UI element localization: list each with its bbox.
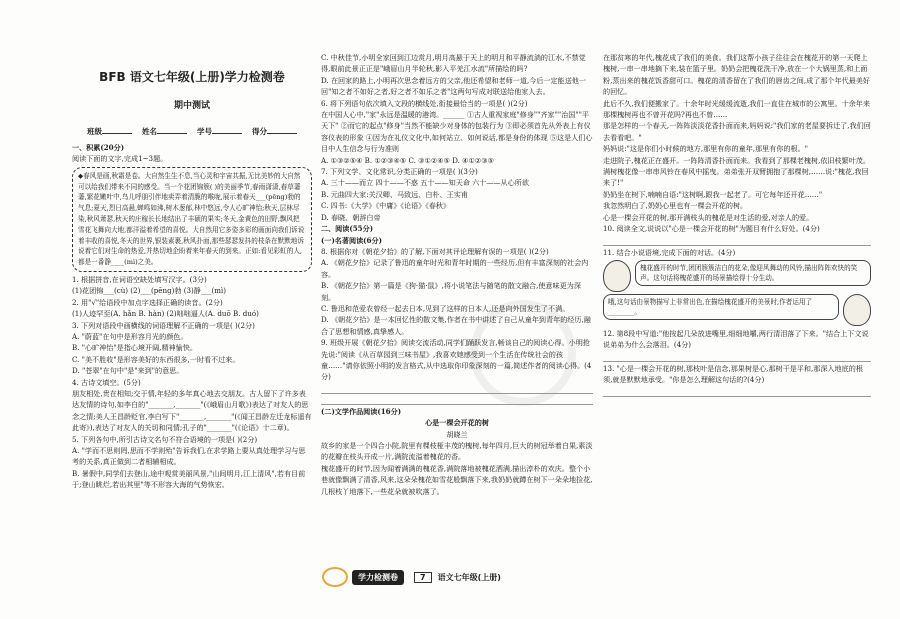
option-b: B. 暑假中,同学们去登山,途中观赏美丽风景,"山间明月,江上清风",若有目前于;登山眺烂,若出其里"等不形容大海的气势恢宏。 bbox=[72, 468, 306, 490]
page-title: BFB 语文七年级(上册)学力检测卷 bbox=[99, 70, 285, 84]
option-a: A. 三十——而立 四十——不惑 五十——知天命 六十——从心所欲 bbox=[321, 178, 529, 188]
question-4: 4. 古诗文填空。(5分) bbox=[72, 377, 141, 387]
question-3: 3. 下列对语段中画横线的词语理解不正确的一项是( )(2分) bbox=[72, 320, 255, 330]
answer-line[interactable] bbox=[603, 352, 871, 362]
question-8: 8. 根据你对《朝花夕拾》的了解,下面对其评论理解有误的一项是( )(2分) bbox=[321, 246, 549, 256]
option-b: B. 《朝花夕拾》第一篇是《狗·猫·鼠》,将小说笔法与随笔的散文融合,使意味更为深刻。 bbox=[321, 281, 581, 302]
instruction-text: 阅读下面的文字,完成1~3题。 bbox=[72, 154, 168, 164]
passage-text: ◆春风是画,秋霜是卷。大自然生生不息,当心灵和宇宙共振,无比美妙的大自然可以给我们带来不同的感受。当一个花团锦簇( )的美丽季节,春雨潇潇,春草萋萋,繁花嫩叶中,鸟儿呼朋引伴地卖弄着清脆的喉咙,展示着春天___(pēng)勃的气息;夏天,烈日高悬,蝉鸣如沸,树木葱郁,林中悠远,令人心旷神怡;秋天,层林尽染,秋风萧瑟,秋天的庄稼长长地结出了丰硕的果实;冬天,金黄色的田野,飘风把雪花飞舞向大地,都洋溢着希望的喜悦。大自然用它多姿多彩的画面向我们诉说着丰收的喜悦,冬天的世界,银装素裹,秋风扑面,那些瑟瑟发抖的枝条在默默地诉说着它们对生命的热爱,并热切地企盼着来年春天的到来。正如:看见彩虹的人,都是一番静____(mì)之美。 bbox=[78, 171, 305, 267]
page-subtitle: 期中测试 bbox=[173, 101, 210, 111]
passage-paragraph: 槐花盛开的时节,因为闻着满满的槐花香,满院落地被槐花洒满,描出淳朴的欢庆。整个小巷就像飘满了清香,风来,这朵朵槐花如雪花般飘落下来,我奶奶就蹲在树下一朵朵地捡花,几根枝丫地落下,一些花朵就被吹落了。 bbox=[321, 463, 593, 496]
info-name: 姓名 bbox=[142, 126, 187, 137]
column-middle bbox=[321, 52, 593, 497]
option-b: B. 元曲四大家:关汉卿、马致远、白朴、王实甫 bbox=[321, 189, 468, 199]
dialogue-row bbox=[603, 260, 871, 292]
option-b: B. "心旷神怡"是指心境开阔,精神愉快。 bbox=[72, 343, 197, 353]
option-c: C. 四书:《大学》《中庸》《论语》《春秋》 bbox=[321, 201, 451, 211]
answer-line[interactable] bbox=[321, 384, 593, 394]
option-d: D. "苍翠"在句中"是"来到"的意思。 bbox=[72, 366, 184, 376]
footer-book-title: 语文七年级(上册) bbox=[437, 572, 501, 582]
info-class: 班级 bbox=[87, 126, 132, 137]
option-d: D. 春晓、朝辞白帝 bbox=[321, 212, 381, 222]
question-1: 1. 根据拼音,在词语空缺处填写汉字。(3分) bbox=[72, 274, 207, 284]
passage-paragraph: 那是怎样的一个春天,一阵阵淡淡花香扑面而来,妈妈说:"我们家的老屋要拆迁了,我们回去看看吧。" bbox=[603, 121, 871, 142]
option-c: C. "美不胜收"是形容美好的东西很多,一时看不过来。 bbox=[72, 354, 240, 364]
question-4-text: 朋友相处,贵在相知;交于情,年轻的多年真心地去交朋友。古人留下了许多表达友情的诗句,如李白的"_______,_______"(《峨眉山月歌》)表达了对友人的思念之情;美人王昌龄贬官,李白写下"_______,_______"(《闻王昌龄左迁龙标遥有此寄》),表达了对友人的关切和同情;孔子的"_______"(《论语》十二章)。 bbox=[72, 389, 312, 433]
subsection-heading: (二)文学作品阅读(16分) bbox=[321, 406, 402, 416]
passage-paragraph: 我忽然明白了,奶奶心里也有一棵会开花的树。 bbox=[603, 201, 748, 211]
option-a: A. 《朝花夕拾》记录了鲁迅的童年时光和青年时期的一些经历,但有丰富深刻的社会内容。 bbox=[321, 258, 589, 279]
passage-paragraph: 走进院子,槐花正在盛开。一阵阵清香扑面而来。我看到了那棵老槐树,依旧枝繁叶茂。满树槐花像一串串风铃在春风中摇曳。弟弟张开双臂拥抱了那棵树,……说:"槐花,我回来了!" bbox=[603, 155, 870, 188]
passage-author: 胡晓兰 bbox=[446, 429, 468, 439]
page-number: 7 bbox=[414, 572, 432, 583]
question-13: 13. "心是一棵会开花的树,那枝叶是信念,那果树是心,那树干是平和,那深入地底的根须,就是默默地承受。"你是怎么理解这句话的?(4分) bbox=[603, 363, 863, 385]
question-11: 11. 结合小说语境,完成下面的对话。(4分) bbox=[603, 247, 736, 257]
passage-paragraph: 妈妈说:"这是你们小时候的地方,那里有你的童年,那里有你的根。" bbox=[603, 144, 808, 154]
question-6-options: A. ①③②⑤④ B. ①②③④⑤ C. ③①②④⑤ D. ④①②③⑤ bbox=[321, 155, 494, 165]
publisher-logo-icon bbox=[322, 567, 348, 587]
student-avatar-icon bbox=[603, 260, 631, 292]
passage-paragraph: 在那贫寒的年代,槐花成了我们的美食。我们这帮小孩子往往会在槐花开的第一天爬上槐树,一串一串地摘下来,装在篮子里。奶奶会把槐花洗干净,放在一个大锅里蒸,和上面粉,蒸出来的槐花饭香甜可口。槐花的清香留在了我们的唇齿之间,成了那个年代最美好的回忆。 bbox=[603, 53, 870, 97]
question-6: 6. 将下列语句依次填入文段的横线处,衔接最恰当的一项是( )(2分) bbox=[321, 98, 528, 108]
question-2: 2. 用"√"给语段中加点字选择正确的读音。(2分) bbox=[72, 297, 223, 307]
section-heading: 一、积累(20分) bbox=[72, 143, 125, 152]
answer-line[interactable] bbox=[321, 395, 593, 405]
subsection-heading: (一)名著阅读(6分) bbox=[321, 235, 382, 245]
passage-paragraph: 故乡的家是一个四合小院,院里有棵枝桠丰茂的槐树,每年四月,巨大的树冠举着白果,素淡的花瓣在枝头开成一片,满院流溢着槐花的香。 bbox=[321, 441, 593, 462]
question-2-items: (1)人迹罕至(A. hǎn B. hàn) (2)咄咄逼人(A. duō B. duó) bbox=[72, 309, 259, 319]
info-id: 学号 bbox=[197, 126, 242, 137]
answer-line[interactable] bbox=[603, 387, 871, 397]
option-d: D. 在回家的路上,小明再次思念着远方的父亲,他还希望和老师一道,今后一定能送他一回"知之者不如好之者,好之者不如乐之者"这两句写成对联送给他家人去。 bbox=[321, 75, 586, 97]
question-7: 7. 下列文学、文化常识,分类正确的一项是( )(3分) bbox=[321, 167, 478, 177]
speech-bubble: 槐花盛开的时节,团团簇簇洁白的花朵,像迎风舞动的风铃,描出阵阵欢快的笑声。这句话将槐花盛开的场景描绘得十分生动。 bbox=[635, 260, 871, 286]
question-9: 9. 班级开展《朝花夕拾》阅读交流活动,同学们踊跃发言,畅谈自己的阅读心得。小明抢先说:"阅读《从百草园到三味书屋》,我喜欢她感受到一个生活在传统社会的孩童……"请你依照小明的发言格式,从中选取你印象深刻的一篇,简述作者的阅读心得。(4分) bbox=[321, 338, 592, 382]
question-10: 10. 阅读全文,说说以"心是一棵会开花的树"为题目有什么好处。(4分) bbox=[603, 224, 820, 234]
info-score: 得分 bbox=[252, 126, 297, 137]
option-d: D. 《朝花夕拾》是一本回忆性的散文集,作者在书中讲述了自己从童年到青年的经历,融合了思想和情感,真挚感人。 bbox=[321, 315, 591, 336]
option-c: C. 中秋佳节,小明全家回到江边赏月,明月高悬于天上的明月和平静流淌的江水,不禁觉得,眼前此景正正是"峨眉山月半轮秋,影入平羌江水流"所描绘的吗? bbox=[321, 53, 586, 74]
passage-paragraph: 心是一棵会开花的树,那开满枝头的槐花是对生活的爱,对亲人的爱。 bbox=[603, 212, 814, 222]
question-1-items: (1)花团锦___(cù) (2)___(pēng)勃 (3)静___(mì) bbox=[72, 286, 227, 296]
dialogue-row bbox=[603, 294, 871, 326]
teacher-avatar-icon bbox=[843, 294, 871, 326]
speech-bubble: 哦,这句话由景物描写上非常出色,在描绘槐花盛开的美景时,作者运用了________。 bbox=[603, 294, 839, 320]
column-right bbox=[603, 52, 871, 398]
passage-paragraph: 奶奶坐在树下,喃喃自语:"这树啊,跟我一起老了。可它每年还开花……" bbox=[603, 189, 823, 199]
column-left bbox=[72, 142, 312, 491]
passage-title: 心是一棵会开花的树 bbox=[425, 418, 489, 428]
question-12: 12. 第8段中写道:"他按起几朵放进嘴里,细细地嚼,两行清泪落了下来。"结合上下文说说弟弟为什么会落泪。(4分) bbox=[603, 328, 869, 350]
student-info-line bbox=[72, 126, 312, 137]
page-footer bbox=[322, 567, 592, 587]
option-a: A. "学而不思则罔,思而不学则殆"告诉我们,在求学路上要从真处理学习与思考的关系,真正做到二者相辅相成。 bbox=[72, 446, 306, 467]
option-a: A. "蔚蓝"在句中是形容月光的颜色。 bbox=[72, 332, 188, 342]
answer-line[interactable] bbox=[603, 236, 871, 246]
option-c: C. 鲁迅和范爱农曾经一起去日本,见到了这样的日本人,还是向外国发生了不满。 bbox=[321, 303, 570, 313]
question-5: 5. 下列各句中,所引古诗文名句不符合语境的一项是( )(2分) bbox=[72, 434, 258, 444]
reading-passage-box bbox=[72, 167, 312, 272]
passage-paragraph: 此后不久,我们便搬家了。十余年时光缓缓流逝,我们一直住在城市的公寓里。十余年来那棵槐树再也不曾开花吗?再也不曾…… bbox=[603, 98, 870, 120]
footer-brand: 学力检测卷 bbox=[352, 570, 404, 585]
section-heading: 二、阅读(55分) bbox=[321, 224, 374, 234]
question-6-text: 在中国人心中,"家"永远是温暖的港湾。______ ①古人重视家庭"修身""齐家""治国""平天下" ②而它的起点"修身"当然不能缺少对身体的包装行为 ③即必须首先从外表上有仪容仪表的形象 ④因为在礼仪文化中,如何站立、如何说话,都是身份的体现 ⑤这是人们心目中人生信念与行为准则 bbox=[321, 110, 593, 154]
